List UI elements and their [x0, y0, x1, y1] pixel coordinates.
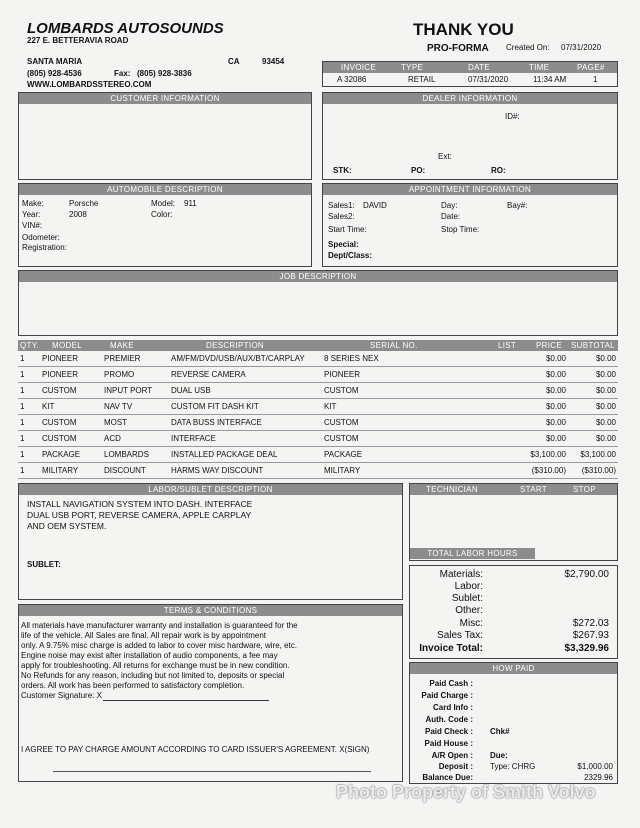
line-item-serial: PACKAGE [324, 450, 363, 459]
registration-label: Registration: [22, 243, 67, 252]
dept-class-label: Dept/Class: [328, 251, 373, 260]
make-value: Porsche [69, 199, 99, 208]
table-row [18, 463, 618, 479]
line-item-subtotal: $0.00 [595, 434, 616, 443]
invoice-total-label: Invoice Total: [419, 643, 483, 654]
company-phone: (805) 928-4536 [27, 69, 82, 78]
color-label: Color: [151, 210, 173, 219]
odometer-label: Odometer: [22, 233, 60, 242]
line-item-description: INSTALLED PACKAGE DEAL [171, 450, 278, 459]
date-label: Date: [441, 212, 461, 221]
line-item-make: PREMIER [104, 354, 141, 363]
table-row [18, 351, 618, 367]
invoice-type: RETAIL [408, 75, 436, 84]
terms-line: No Refunds for any reason, including but not limited to, deposits or special [21, 671, 285, 680]
line-item-price: $0.00 [545, 402, 566, 411]
invoice-table-values [323, 73, 617, 86]
terms-text [19, 616, 402, 702]
labor-line: AND OEM SYSTEM. [27, 521, 107, 531]
bay-label: Bay#: [507, 201, 528, 210]
line-item-make: NAV TV [104, 402, 133, 411]
year-label: Year: [22, 210, 41, 219]
appointment-box [322, 183, 618, 267]
paid-cash-label: Paid Cash : [429, 679, 473, 688]
line-item-description: INTERFACE [171, 434, 216, 443]
company-name: LOMBARDS AUTOSOUNDS [27, 20, 224, 37]
invoice-total-value: $3,329.96 [564, 643, 609, 654]
line-item-qty: 1 [20, 418, 25, 427]
type-col-header: TYPE [401, 63, 424, 72]
terms-line: only. A 9.75% misc charge is added to labor to cover misc hardware, wire, etc. [21, 641, 297, 650]
start-time-label: Start Time: [328, 225, 367, 234]
line-items-table [18, 340, 618, 477]
line-item-description: REVERSE CAMERA [171, 370, 246, 379]
line-item-subtotal: $0.00 [595, 402, 616, 411]
sales-tax-value: $267.93 [572, 630, 609, 641]
materials-label: Materials: [439, 569, 483, 580]
model-value: 911 [184, 199, 197, 208]
line-item-serial: CUSTOM [324, 434, 359, 443]
stop-time-label: Stop Time: [441, 225, 480, 234]
due-label: Due: [490, 751, 508, 760]
terms-line: apply for troubleshooting. All returns for exchange must be in new condition. [21, 661, 290, 670]
line-item-make: LOMBARDS [104, 450, 149, 459]
paid-charge-label: Paid Charge : [421, 691, 473, 700]
signature-row [21, 691, 402, 702]
line-item-price: $0.00 [545, 370, 566, 379]
price-col-header: PRICE [536, 341, 562, 350]
sales-tax-label: Sales Tax: [437, 630, 483, 641]
customer-info-header: CUSTOMER INFORMATION [19, 93, 311, 104]
invoice-date: 07/31/2020 [468, 75, 509, 84]
company-street: 227 E. BETTERAVIA ROAD [27, 36, 129, 45]
technician-header [410, 484, 617, 495]
terms-line: Engine noise may exist after installation of audio components, a fee may [21, 651, 278, 660]
paid-house-label: Paid House : [424, 739, 473, 748]
special-label: Special: [328, 240, 359, 249]
terms-line: orders. All work has been performed to satisfactory completion. [21, 681, 245, 690]
deposit-label: Deposit : [438, 762, 473, 771]
line-item-subtotal: $0.00 [595, 354, 616, 363]
company-website: WWW.LOMBARDSSTEREO.COM [27, 80, 152, 89]
line-item-model: MILITARY [42, 466, 79, 475]
invoice-col-header: INVOICE [341, 63, 376, 72]
thank-you-title: THANK YOU [413, 20, 514, 39]
line-item-qty: 1 [20, 450, 25, 459]
watermark: Photo Property of Smith Volvo [336, 782, 596, 802]
automobile-box [18, 183, 312, 267]
vin-label: VIN#: [22, 221, 43, 230]
how-paid-header: HOW PAID [410, 663, 617, 674]
line-item-model: CUSTOM [42, 418, 77, 427]
line-item-make: ACD [104, 434, 121, 443]
line-item-model: KIT [42, 402, 55, 411]
labor-box [18, 483, 403, 600]
other-label: Other: [455, 605, 483, 616]
line-item-description: AM/FM/DVD/USB/AUX/BT/CARPLAY [171, 354, 305, 363]
line-item-price: $3,100.00 [530, 450, 566, 459]
agree-statement: I AGREE TO PAY CHARGE AMOUNT ACCORDING TO CARD ISSUER'S AGREEMENT. X(SIGN) [21, 745, 370, 754]
deposit-type: Type: CHRG [490, 762, 536, 771]
start-col-header: START [520, 485, 547, 494]
terms-line: life of the vehicle. All Sales are final. All repair work is by appointment [21, 631, 267, 640]
line-item-qty: 1 [20, 370, 25, 379]
table-row [18, 367, 618, 383]
line-item-serial: MILITARY [324, 466, 361, 475]
invoice-number: A 32086 [337, 75, 367, 84]
line-item-price: ($310.00) [531, 466, 566, 475]
model-label: Model: [151, 199, 176, 208]
sales1-label: Sales1: [328, 201, 355, 210]
line-item-price: $0.00 [545, 354, 566, 363]
technician-box [409, 483, 618, 561]
ar-open-label: A/R Open : [431, 751, 473, 760]
table-row [18, 399, 618, 415]
line-item-price: $0.00 [545, 434, 566, 443]
line-item-subtotal: $3,100.00 [580, 450, 616, 459]
line-item-serial: PIONEER [324, 370, 361, 379]
day-label: Day: [441, 201, 458, 210]
paid-check-label: Paid Check : [424, 727, 473, 736]
labor-label: Labor: [454, 581, 483, 592]
invoice-page: 1 [593, 75, 598, 84]
misc-value: $272.03 [572, 618, 609, 629]
table-row [18, 431, 618, 447]
company-city: SANTA MARIA [27, 57, 83, 66]
list-col-header: LIST [498, 341, 517, 350]
card-info-label: Card Info : [433, 703, 473, 712]
line-item-qty: 1 [20, 466, 25, 475]
terms-line: All materials have manufacturer warranty and installation is guaranteed for the [21, 621, 298, 630]
line-item-subtotal: $0.00 [595, 386, 616, 395]
auth-code-label: Auth. Code : [425, 715, 473, 724]
check-number-label: Chk# [490, 727, 510, 736]
company-fax: (805) 928-3836 [137, 69, 192, 78]
proforma-label: PRO-FORMA [427, 43, 489, 54]
qty-col-header: QTY. [20, 341, 39, 350]
year-value: 2008 [69, 210, 87, 219]
line-item-qty: 1 [20, 354, 25, 363]
line-item-subtotal: $0.00 [595, 370, 616, 379]
line-item-serial: CUSTOM [324, 418, 359, 427]
line-item-description: DATA BUSS INTERFACE [171, 418, 262, 427]
invoice-table-header [323, 62, 617, 73]
agree-signature-line[interactable] [53, 771, 371, 772]
dealer-ext-label: Ext: [438, 152, 452, 161]
company-zip: 93454 [262, 57, 285, 66]
description-col-header: DESCRIPTION [206, 341, 264, 350]
dealer-id-label: ID#: [505, 112, 520, 121]
deposit-amount: $1,000.00 [577, 762, 613, 771]
line-item-serial: KIT [324, 402, 337, 411]
labor-header: LABOR/SUBLET DESCRIPTION [19, 484, 402, 495]
line-item-model: PIONEER [42, 370, 79, 379]
line-item-model: PIONEER [42, 354, 79, 363]
subtotal-col-header: SUBTOTAL [571, 341, 615, 350]
line-item-serial: 8 SERIES NEX [324, 354, 379, 363]
invoice-table [322, 61, 618, 87]
time-col-header: TIME [529, 63, 550, 72]
dealer-po-label: PO: [411, 166, 426, 175]
technician-col-header: TECHNICIAN [426, 485, 478, 494]
line-item-serial: CUSTOM [324, 386, 359, 395]
fax-label: Fax: [114, 69, 131, 78]
stop-col-header: STOP [573, 485, 596, 494]
page-col-header: PAGE# [577, 63, 605, 72]
materials-value: $2,790.00 [564, 569, 609, 580]
line-item-qty: 1 [20, 434, 25, 443]
line-item-description: DUAL USB [171, 386, 211, 395]
created-label: Created On: [506, 43, 550, 52]
balance-due-value: 2329.96 [584, 773, 613, 782]
job-description-header: JOB DESCRIPTION [19, 271, 617, 282]
line-item-model: PACKAGE [42, 450, 81, 459]
sales2-label: Sales2: [328, 212, 355, 221]
line-item-make: INPUT PORT [104, 386, 153, 395]
customer-info-box [18, 92, 312, 180]
line-item-qty: 1 [20, 386, 25, 395]
line-item-price: $0.00 [545, 386, 566, 395]
line-item-make: MOST [104, 418, 128, 427]
how-paid-box [409, 662, 618, 784]
sales1-value: DAVID [363, 201, 387, 210]
line-item-make: DISCOUNT [104, 466, 146, 475]
model-col-header: MODEL [52, 341, 82, 350]
make-label: Make: [22, 199, 44, 208]
terms-box [18, 604, 403, 782]
labor-line: INSTALL NAVIGATION SYSTEM INTO DASH. INTERFACE [27, 499, 253, 509]
line-item-description: HARMS WAY DISCOUNT [171, 466, 264, 475]
serial-col-header: SERIAL NO. [370, 341, 418, 350]
labor-line: DUAL USB PORT, REVERSE CAMERA, APPLE CARPLAY [27, 510, 252, 520]
line-item-subtotal: $0.00 [595, 418, 616, 427]
table-row [18, 447, 618, 463]
balance-due-label: Balance Due: [422, 773, 473, 782]
appointment-header: APPOINTMENT INFORMATION [323, 184, 617, 195]
company-state: CA [228, 57, 240, 66]
line-item-price: $0.00 [545, 418, 566, 427]
line-item-model: CUSTOM [42, 434, 77, 443]
automobile-header: AUTOMOBILE DESCRIPTION [19, 184, 311, 195]
sublet-label: SUBLET: [27, 560, 61, 569]
line-item-model: CUSTOM [42, 386, 77, 395]
dealer-info-header: DEALER INFORMATION [323, 93, 617, 104]
customer-signature-label: Customer Signature: X [21, 691, 102, 700]
dealer-stk-label: STK: [333, 166, 352, 175]
dealer-info-box [322, 92, 618, 180]
make-col-header: MAKE [110, 341, 134, 350]
line-item-qty: 1 [20, 402, 25, 411]
invoice-time: 11:34 AM [533, 75, 567, 84]
totals-box [409, 565, 618, 659]
line-item-subtotal: ($310.00) [581, 466, 616, 475]
job-description-box [18, 270, 618, 336]
table-row [18, 415, 618, 431]
date-col-header: DATE [468, 63, 490, 72]
dealer-ro-label: RO: [491, 166, 506, 175]
table-row [18, 383, 618, 399]
line-item-description: CUSTOM FIT DASH KIT [171, 402, 259, 411]
signature-line[interactable] [103, 700, 269, 701]
line-items-header [18, 340, 618, 351]
labor-description [19, 495, 402, 532]
line-item-make: PROMO [104, 370, 135, 379]
sublet-total-label: Sublet: [451, 593, 483, 604]
total-labor-hours-header: TOTAL LABOR HOURS [410, 548, 535, 559]
terms-header: TERMS & CONDITIONS [19, 605, 402, 616]
misc-label: Misc: [459, 618, 483, 629]
created-date: 07/31/2020 [561, 43, 602, 52]
